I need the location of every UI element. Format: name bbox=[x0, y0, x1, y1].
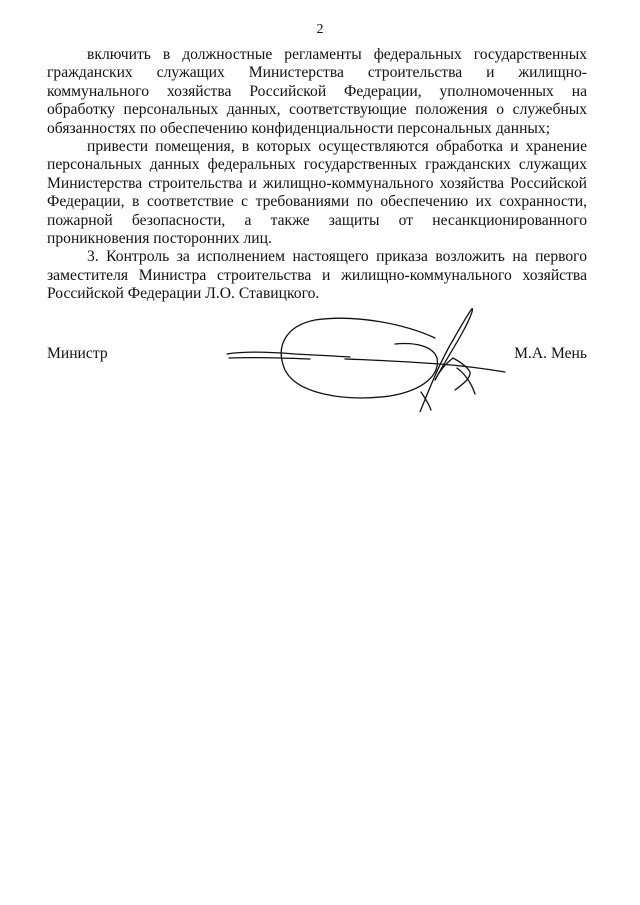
paragraph-2: привести помещения, в которых осуществляются обработка и хранение персональных данных федеральных государственных гражданских служащих Министерства строительства и жилищно-коммунального хозяйства Российской Федерации, в соответствие с требованиями по обеспечению их сохранности, пожарной безопасности, а также защиты от несанкционированного проникновения посторонних лиц. bbox=[47, 138, 587, 248]
handwritten-signature bbox=[225, 302, 510, 412]
paragraph-3: 3. Контроль за исполнением настоящего приказа возложить на первого заместителя Министра строительства и жилищно-коммунального хозяйства Российской Федерации Л.О. Ставицкого. bbox=[47, 248, 587, 303]
signatory-name: М.А. Мень bbox=[514, 345, 587, 362]
page-number: 2 bbox=[316, 22, 324, 37]
document-body bbox=[47, 46, 587, 304]
signatory-title: Министр bbox=[47, 345, 108, 362]
paragraph-1: включить в должностные регламенты федеральных государственных гражданских служащих Министерства строительства и жилищно-коммунального хозяйства Российской Федерации, уполномоченных на обработку персональных данных, соответствующие положения о служебных обязанностях по обеспечению конфиденциальности персональных данных; bbox=[47, 46, 587, 137]
